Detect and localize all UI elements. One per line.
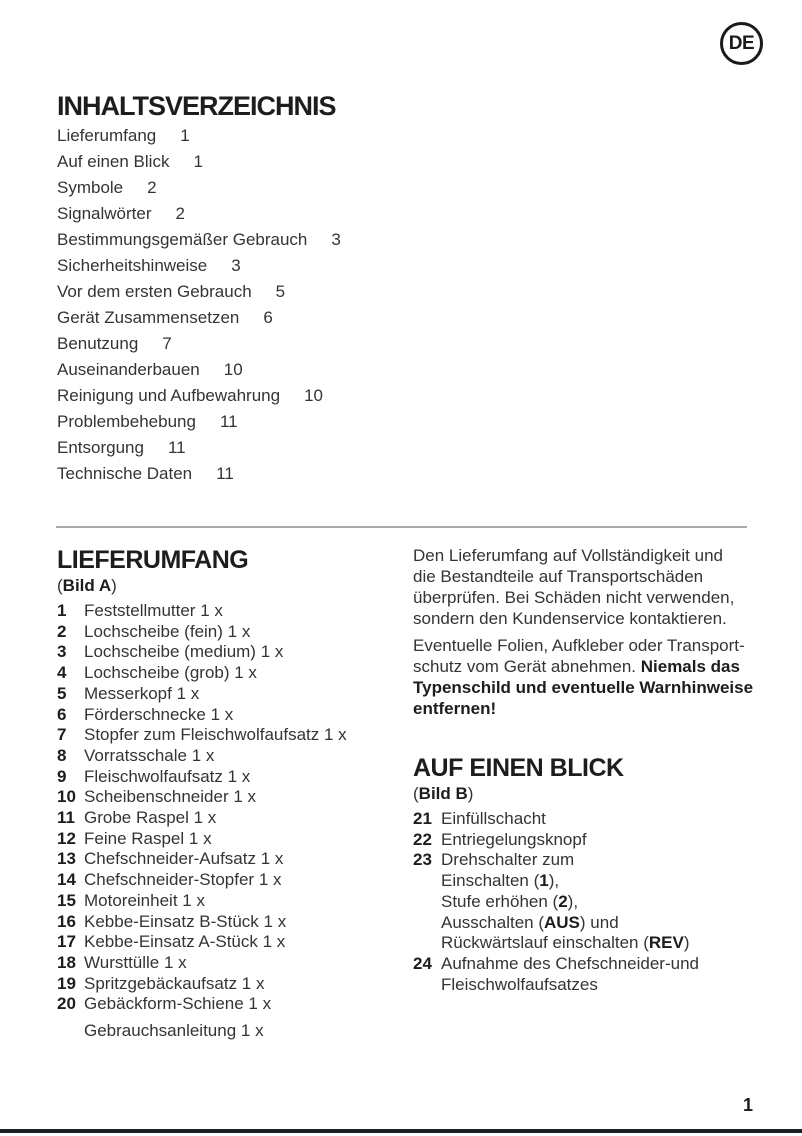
toc-entry — [57, 227, 341, 253]
toc-entry-page: 3 — [231, 256, 241, 275]
toc-entry-page: 2 — [175, 204, 185, 223]
toc-entry-page: 3 — [331, 230, 341, 249]
toc-entry-page: 10 — [304, 386, 323, 405]
toc-entry-label: Symbole — [57, 178, 124, 197]
part-number: 10 — [57, 787, 76, 807]
part-number: 11 — [57, 808, 75, 828]
toc-entry-page: 1 — [180, 126, 190, 145]
part-text: Motoreinheit 1 x — [84, 890, 205, 910]
toc-entry-label: Lieferumfang — [57, 126, 157, 145]
paragraph-line: überprüfen. Bei Schäden nicht verwenden, — [413, 588, 735, 607]
part-number-empty — [57, 1021, 84, 1042]
toc-entry — [57, 123, 341, 149]
part-number: 18 — [57, 952, 76, 972]
toc-entry — [57, 305, 341, 331]
intro-paragraph-1 — [413, 545, 778, 629]
toc-entry-page: 5 — [275, 282, 286, 301]
toc-entry-page: 11 — [216, 464, 234, 483]
part-number: 22 — [413, 829, 432, 849]
right-column — [413, 545, 778, 995]
toc-entry-label: Auf einen Blick — [57, 152, 170, 171]
part-item — [57, 663, 407, 684]
page-number: 1 — [742, 1095, 753, 1115]
part-text: Feine Raspel 1 x — [84, 828, 212, 848]
part-number: 17 — [57, 932, 76, 952]
paren: ( — [413, 784, 419, 803]
part-number: 23 — [413, 850, 432, 870]
part-text: Grobe Raspel 1 x — [84, 808, 217, 828]
part-item — [57, 953, 407, 974]
paragraph-line: Den Lieferumfang auf Vollständigkeit und — [413, 546, 723, 565]
paragraph-line: sondern den Kundenservice kontaktieren. — [413, 609, 727, 628]
part-text: Spritzgebäckaufsatz 1 x — [84, 973, 265, 993]
toc-entry-page: 1 — [193, 152, 203, 171]
part-number: 7 — [57, 725, 67, 745]
part-item-continuation — [413, 892, 778, 913]
paragraph-line — [413, 677, 778, 698]
part-text: Förderschnecke 1 x — [84, 704, 234, 724]
toc-entry-label: Sicherheitshinweise — [57, 256, 208, 275]
toc-entry-label: Entsorgung — [57, 438, 144, 457]
toc-entry — [57, 357, 341, 383]
text-normal: ), — [567, 891, 579, 911]
part-text: Einfüllschacht — [441, 809, 546, 828]
toc-entry — [57, 461, 341, 487]
figure-label: Bild B — [418, 784, 468, 803]
part-text: Messerkopf 1 x — [84, 683, 200, 703]
language-badge — [720, 22, 763, 65]
part-text: Fleischwolfaufsatzes — [441, 974, 598, 994]
delivery-list — [57, 601, 407, 1042]
part-item — [57, 725, 407, 746]
part-item — [413, 954, 778, 975]
text-normal: ) — [683, 933, 690, 953]
delivery-section — [57, 545, 407, 1042]
paragraph-line — [413, 656, 778, 677]
delivery-title: LIEFERUMFANG — [57, 546, 249, 574]
part-number: 14 — [57, 870, 76, 890]
part-item-continuation — [413, 933, 778, 954]
part-text: Lochscheibe (fein) 1 x — [84, 621, 251, 641]
toc-entry-label: Technische Daten — [57, 464, 193, 483]
toc-entry-label: Reinigung und Aufbewahrung — [57, 386, 281, 405]
part-item-continuation — [413, 913, 778, 934]
part-item — [57, 974, 407, 995]
figure-label: Bild A — [62, 576, 112, 595]
text-normal: Rückwärtslauf einschalten ( — [441, 933, 649, 953]
part-text: Scheibenschneider 1 x — [84, 787, 257, 807]
toc-entry-label: Problembehebung — [57, 412, 196, 431]
text-normal: schutz vom Gerät abnehmen. — [413, 657, 641, 676]
toc-entry — [57, 253, 341, 279]
text-bold: Niemals das — [640, 657, 740, 676]
part-item — [57, 932, 407, 953]
toc-entry — [57, 279, 341, 305]
part-number: 15 — [57, 890, 76, 910]
toc-entry — [57, 409, 341, 435]
part-number: 8 — [57, 745, 67, 765]
toc-entry-page: 11 — [219, 412, 238, 431]
part-number: 16 — [57, 911, 76, 931]
part-number: 13 — [57, 849, 76, 869]
toc-entry-page: 10 — [223, 360, 243, 379]
part-text: Entriegelungsknopf — [441, 829, 587, 849]
text-bold: entfernen! — [413, 699, 497, 718]
text-bold: 1 — [539, 871, 549, 891]
text-normal: ), — [548, 871, 560, 891]
part-item-unnumbered — [57, 1021, 407, 1042]
language-badge-label: DE — [728, 32, 755, 54]
part-text: Chefschneider-Stopfer 1 x — [84, 870, 282, 890]
part-text: Stopfer zum Fleischwolfaufsatz 1 x — [84, 725, 347, 745]
part-text: Gebäckform-Schiene 1 x — [84, 994, 272, 1014]
toc-entry — [57, 201, 341, 227]
part-text: Kebbe-Einsatz B-Stück 1 x — [84, 911, 287, 931]
toc-entry-label: Bestimmungsgemäßer Gebrauch — [57, 230, 308, 249]
part-number: 9 — [57, 766, 67, 786]
paragraph-line — [413, 698, 778, 719]
part-item — [413, 850, 778, 871]
part-item — [57, 622, 407, 643]
part-number: 20 — [57, 994, 76, 1014]
part-text: Wursttülle 1 x — [84, 952, 187, 972]
part-number: 3 — [57, 642, 67, 662]
part-item — [57, 642, 407, 663]
toc-entry-page: 2 — [147, 178, 157, 197]
part-text: Aufnahme des Chefschneider-und — [441, 953, 699, 973]
text-bold: AUS — [544, 912, 580, 932]
part-number: 21 — [413, 809, 432, 828]
part-item — [57, 870, 407, 891]
paren: ) — [467, 784, 474, 803]
part-text: Chefschneider-Aufsatz 1 x — [84, 849, 284, 869]
part-item — [413, 809, 778, 830]
paren: ) — [111, 576, 117, 595]
part-item — [57, 767, 407, 788]
toc-entry — [57, 149, 341, 175]
part-number: 2 — [57, 621, 67, 641]
footer-bar — [0, 1129, 802, 1133]
part-text: Vorratsschale 1 x — [84, 745, 215, 765]
part-item — [57, 705, 407, 726]
part-text: Drehschalter zum — [441, 850, 575, 870]
part-item — [57, 912, 407, 933]
part-item — [413, 830, 778, 851]
text-bold: 2 — [558, 891, 568, 911]
part-item — [57, 787, 407, 808]
part-text: Feststellmutter 1 x — [84, 601, 223, 620]
part-item — [57, 994, 407, 1015]
paragraph-line: Eventuelle Folien, Aufkleber oder Transport- — [413, 636, 745, 655]
part-number: 6 — [57, 704, 67, 724]
part-item — [57, 849, 407, 870]
toc-entry — [57, 331, 341, 357]
text-normal: Einschalten ( — [441, 871, 540, 891]
part-text: Fleischwolfaufsatz 1 x — [84, 766, 251, 786]
toc-entry — [57, 383, 341, 409]
paragraph-line: die Bestandteile auf Transportschäden — [413, 567, 704, 586]
text-normal: ) und — [579, 912, 619, 932]
part-item — [57, 829, 407, 850]
section-divider — [56, 526, 747, 528]
glance-list — [413, 809, 778, 995]
part-text: Lochscheibe (grob) 1 x — [84, 663, 257, 683]
text-normal: Stufe erhöhen ( — [441, 891, 559, 911]
part-text: Lochscheibe (medium) 1 x — [84, 642, 284, 662]
intro-paragraph-2 — [413, 635, 778, 719]
part-number: 19 — [57, 973, 76, 993]
part-item — [57, 746, 407, 767]
part-number: 24 — [413, 953, 432, 973]
toc-entry-label: Gerät Zusammensetzen — [57, 308, 240, 327]
delivery-figure-ref — [57, 575, 407, 597]
part-text: Gebrauchsanleitung 1 x — [84, 1021, 264, 1041]
part-item — [57, 684, 407, 705]
part-number: 12 — [57, 828, 76, 848]
part-number: 4 — [57, 663, 67, 683]
toc-entry-label: Signalwörter — [57, 204, 152, 223]
toc-title: INHALTSVERZEICHNIS — [57, 91, 336, 121]
toc-entry-page: 11 — [167, 438, 186, 457]
toc-entry — [57, 175, 341, 201]
toc-entry-page: 6 — [263, 308, 273, 327]
part-item — [57, 601, 407, 622]
paren: ( — [57, 576, 63, 595]
toc-entry-label: Vor dem ersten Gebrauch — [57, 282, 252, 301]
part-item-continuation — [413, 871, 778, 892]
part-number: 1 — [57, 601, 67, 620]
part-text: Kebbe-Einsatz A-Stück 1 x — [84, 932, 286, 952]
text-bold: REV — [648, 933, 684, 953]
glance-figure-ref — [413, 783, 778, 805]
text-normal: Ausschalten ( — [441, 912, 544, 932]
part-number: 5 — [57, 683, 67, 703]
glance-title: AUF EINEN BLICK — [413, 754, 624, 782]
text-bold: Typenschild und eventuelle Warnhinweise — [413, 678, 754, 697]
toc-list — [57, 123, 341, 487]
part-item-continuation — [413, 975, 778, 996]
toc-entry — [57, 435, 341, 461]
part-item — [57, 808, 407, 829]
part-item — [57, 891, 407, 912]
toc-entry-label: Auseinanderbauen — [57, 360, 200, 379]
toc-entry-label: Benutzung — [57, 334, 139, 353]
toc-entry-page: 7 — [162, 334, 172, 353]
